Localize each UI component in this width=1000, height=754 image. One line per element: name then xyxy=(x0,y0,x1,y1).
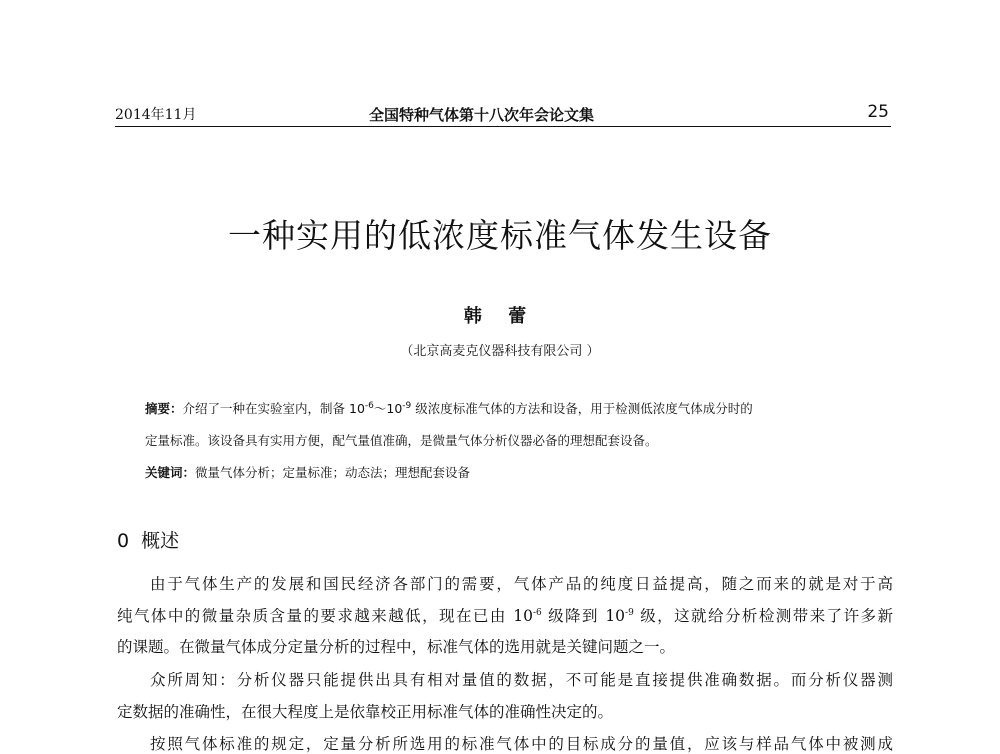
body-line: 众所周知：分析仪器只能提供出具有相对量值的数据，不可能是直接提供准确数据。而分析仪器测 xyxy=(150,671,893,689)
body-line: 按照气体标准的规定，定量分析所选用的标准气体中的目标成分的量值，应该与样品气体中被测成 xyxy=(150,735,893,753)
body-line: 的课题。在微量气体成分定量分析的过程中，标准气体的选用就是关键问题之一。 xyxy=(117,638,676,656)
body-line: 纯气体中的微量杂质含量的要求越来越低，现在已由 $10^{-6}$ 级降到 $10^{-9}$ 级，这就给分析检测带来了许多新 xyxy=(117,607,893,625)
section-number: 0 xyxy=(117,530,130,552)
keywords-line xyxy=(145,463,470,481)
abstract-label: 摘要： xyxy=(145,401,183,416)
section-heading xyxy=(117,526,179,553)
body-line: 由于气体生产的发展和国民经济各部门的需要，气体产品的纯度日益提高，随之而来的就是对于高 xyxy=(150,575,893,593)
abstract-line-2: 定量标准。该设备具有实用方便，配气量值准确，是微量气体分析仪器必备的理想配套设备。 xyxy=(145,433,658,448)
section-title: 概述 xyxy=(141,530,180,552)
header-date: 2014年11月 xyxy=(115,107,197,123)
article-title: 一种实用的低浓度标准气体发生设备 xyxy=(228,216,772,255)
body-line: 定数据的准确性，在很大程度上是依靠校正用标准气体的准确性决定的。 xyxy=(117,703,614,721)
keywords-text: 微量气体分析；定量标准；动态法；理想配套设备 xyxy=(195,465,471,480)
keywords-label: 关键词： xyxy=(145,465,196,480)
author-affiliation: （北京高麦克仪器科技有限公司 ） xyxy=(400,344,600,359)
header-page-number: 25 xyxy=(867,102,889,122)
header-proceedings-title: 全国特种气体第十八次年会论文集 xyxy=(369,106,595,124)
abstract-line-1: 摘要：介绍了一种在实验室内，制备 $10^{-6}\sim 10^{-9}$ 级浓度标准气体的方法和设备，用于检测低浓度气体成分时的 xyxy=(145,400,753,416)
article-author: 韩 蕾 xyxy=(463,306,537,327)
running-header xyxy=(115,104,891,127)
